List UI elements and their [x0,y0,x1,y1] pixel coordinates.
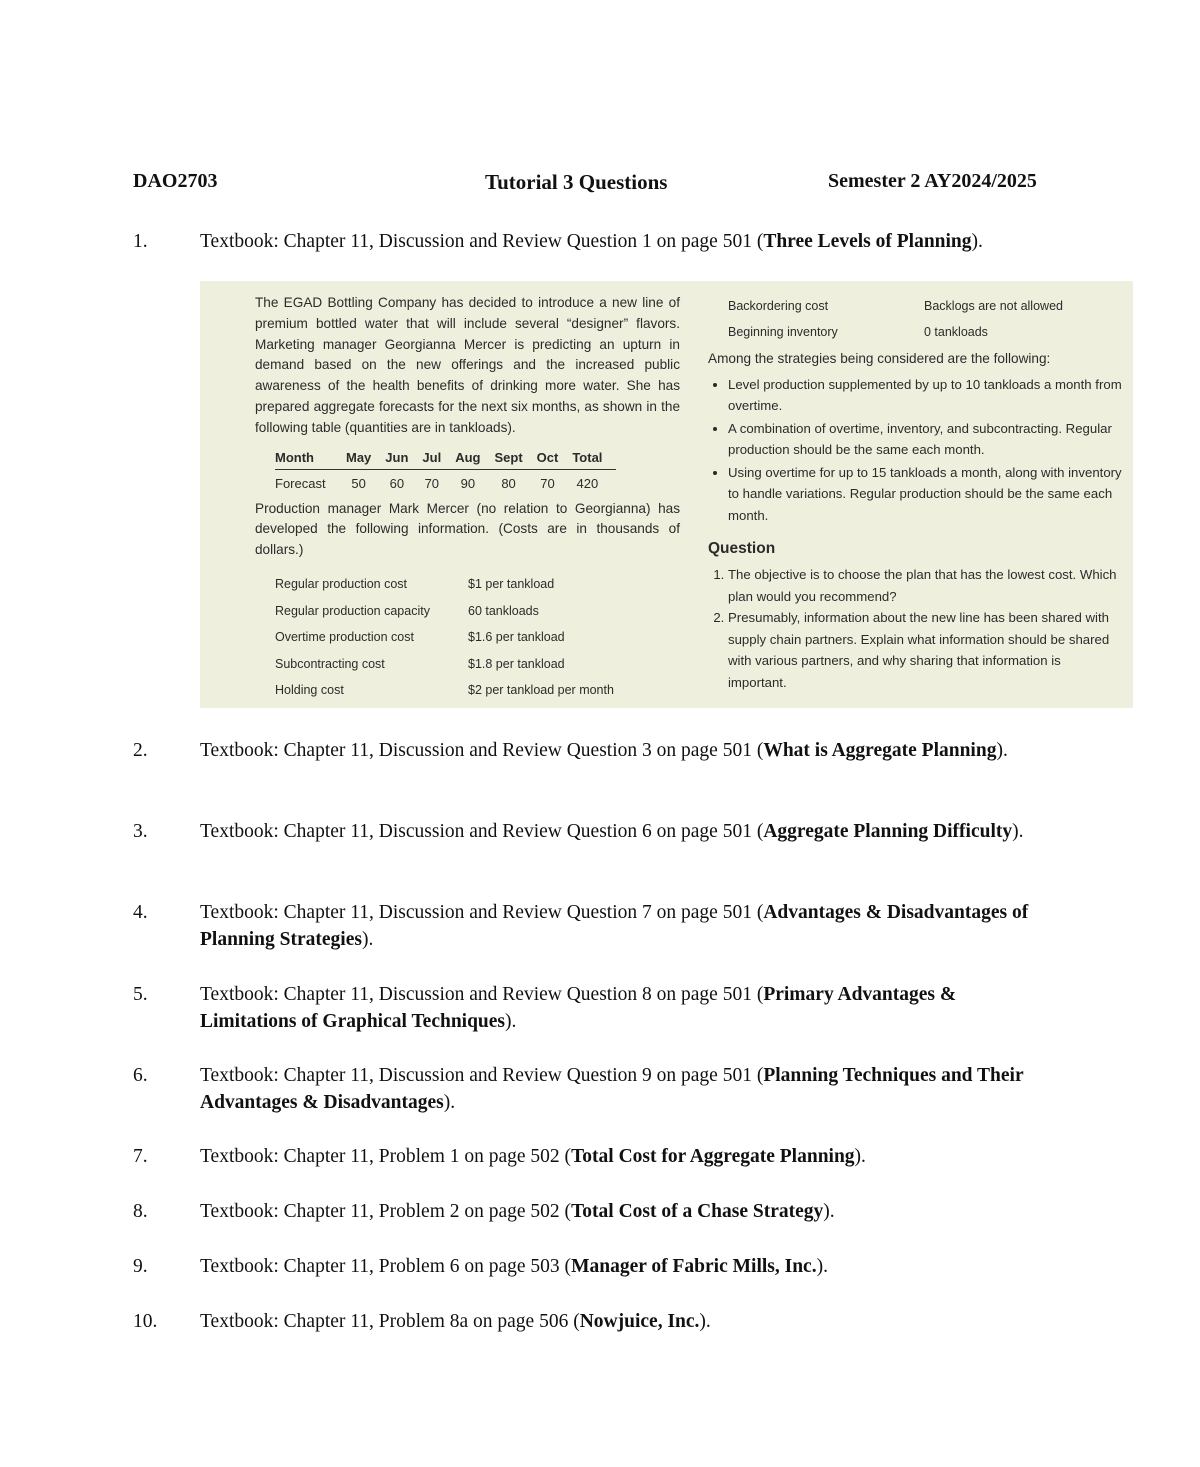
question-text-end: ). [361,929,374,950]
question-text [200,1062,1050,1116]
forecast-header-cell: Month [275,448,346,470]
question-text [200,818,1050,845]
question-topic: Total Cost for Aggregate Planning [571,1146,855,1167]
question-heading: Question [708,540,776,558]
question-topic: What is Aggregate Planning [763,740,997,761]
excerpt-left-column [255,293,680,703]
production-note: Production manager Mark Mercer (no relation to Georgianna) has developed the following information. (Costs are in thousands of dollars.) [255,500,680,558]
strategy-list [708,374,1123,527]
question-number: 3. [133,821,148,842]
forecast-table [275,448,616,493]
question-number: 1. [133,231,148,252]
question-number: 4. [133,902,148,923]
document-header [133,170,1063,200]
forecast-cell: 60 [389,475,405,491]
question-topic: Three Levels of Planning [763,231,972,252]
question-text-end: ). [443,1092,456,1113]
cost-label: Overtime production cost [275,630,414,645]
question-text [200,1308,1050,1335]
question-text [200,1143,1050,1170]
question-topic: Aggregate Planning Difficulty [763,821,1013,842]
strategy-item: • A combination of overtime, inventory, and subcontracting. Regular production should be the same each month. [728,418,1123,461]
question-text-part: Textbook: Chapter 11, Discussion and Review Question 9 on page 501 ( [200,1065,764,1086]
cost-value: $2 per tankload per month [468,683,614,698]
question-number: 7. [133,1146,148,1167]
question-topic: Nowjuice, Inc. [579,1311,700,1332]
sub-question-item: 2. Presumably, information about the new line has been shared with supply chain partners. Explain what information should be shared with various partners, and why sharing that information is important. [728,607,1123,693]
cost-list-right [708,293,1123,345]
question-topic: Primary Advantages & Limitations of Graphical Techniques [200,984,957,1032]
forecast-cell: 70 [424,475,440,491]
question-text-end: ). [699,1311,711,1332]
question-text [200,899,1050,953]
question-text-part: Textbook: Chapter 11, Problem 8a on page 506 ( [200,1311,580,1332]
question-text-part: Textbook: Chapter 11, Discussion and Review Question 3 on page 501 ( [200,740,764,761]
cost-label: Holding cost [275,683,344,698]
forecast-data-row [275,469,616,493]
forecast-header-cell: Total [572,448,616,470]
question-text-end: ). [823,1201,835,1222]
page-title: Tutorial 3 Questions [485,170,668,194]
cost-row [275,650,680,677]
cost-label: Regular production cost [275,577,408,592]
cost-label: Beginning inventory [728,325,838,339]
cost-value: $1 per tankload [468,577,555,592]
question-text-end: ). [505,1011,517,1032]
question-number: 10. [133,1311,158,1332]
sub-question-list [708,564,1123,693]
forecast-header-cell: Oct [537,448,573,470]
question-number: 8. [133,1201,148,1222]
cost-row [728,293,1123,319]
cost-row [275,624,680,651]
cost-row [728,319,1123,345]
question-text-part: Textbook: Chapter 11, Discussion and Review Question 1 on page 501 ( [200,231,764,252]
forecast-header-cell: Jul [422,448,455,470]
cost-value: Backlogs are not allowed [924,299,1063,313]
cost-list [275,571,680,704]
question-text-part: Textbook: Chapter 11, Problem 2 on page 502 ( [200,1201,572,1222]
question-text-part: Textbook: Chapter 11, Discussion and Review Question 6 on page 501 ( [200,821,764,842]
question-topic: Manager of Fabric Mills, Inc. [571,1256,817,1277]
cost-row [275,597,680,624]
question-text-end: ). [971,231,983,252]
textbook-excerpt [200,281,1133,708]
question-number: 5. [133,984,148,1005]
cost-row [275,677,680,704]
strategy-item: • Using overtime for up to 15 tankloads a month, along with inventory to handle variations. Regular production should be the same each month. [728,462,1123,527]
question-text-part: Textbook: Chapter 11, Problem 6 on page 503 ( [200,1256,572,1277]
excerpt-intro: The EGAD Bottling Company has decided to introduce a new line of premium bottled water that will include several “designer” flavors. Marketing manager Georgianna Mercer is predicting an upturn in demand based on the new offerings and the increased public awareness of the health benefits of drinking more water. She has prepared aggregate forecasts for the next six months, as shown in the following table (quantities are in tankloads). [255,295,680,435]
question-text-part: Textbook: Chapter 11, Discussion and Review Question 7 on page 501 ( [200,902,764,923]
semester-label: Semester 2 AY2024/2025 [828,170,1037,192]
cost-value: 0 tankloads [924,325,988,339]
question-text [200,981,1050,1035]
cost-label: Subcontracting cost [275,656,385,671]
question-topic: Planning Techniques and Their Advantages & Disadvantages [200,1065,1024,1113]
forecast-cell: 50 [351,475,366,491]
cost-row [275,571,680,598]
course-code: DAO2703 [133,170,218,192]
cost-label: Regular production capacity [275,603,430,618]
cost-label: Backordering cost [728,299,829,313]
question-topic: Advantages & Disadvantages of Planning Strategies [200,902,1029,950]
question-text-end: ). [996,740,1008,761]
question-text [200,228,1050,255]
question-text [200,1198,1050,1225]
cost-value: 60 tankloads [468,603,539,618]
question-number: 2. [133,740,148,761]
forecast-cell: 420 [576,475,599,491]
cost-value: $1.8 per tankload [468,656,565,671]
question-text-part: Textbook: Chapter 11, Problem 1 on page 502 ( [200,1146,572,1167]
strategy-item: • Level production supplemented by up to 10 tankloads a month from overtime. [728,374,1123,417]
question-text-end: ). [1012,821,1024,842]
forecast-cell: Forecast [275,475,326,491]
forecast-cell: 70 [540,475,555,491]
forecast-cell: 90 [460,475,476,491]
excerpt-right-column [708,293,1123,693]
forecast-header-row [275,448,616,470]
question-text-part: Textbook: Chapter 11, Discussion and Review Question 8 on page 501 ( [200,984,764,1005]
forecast-header-cell: May [346,448,385,470]
question-text-end: ). [816,1256,828,1277]
question-number: 9. [133,1256,148,1277]
question-topic: Total Cost of a Chase Strategy [571,1201,824,1222]
forecast-header-cell: Sept [494,448,536,470]
forecast-cell: 80 [501,475,516,491]
forecast-header-cell: Aug [455,448,494,470]
strategies-intro: Among the strategies being considered are the following: [708,351,1051,366]
forecast-header-cell: Jun [385,448,422,470]
question-text [200,1253,1050,1280]
question-number: 6. [133,1065,148,1086]
question-text [200,737,1050,764]
sub-question-item: 1. The objective is to choose the plan that has the lowest cost. Which plan would you recommend? [728,564,1123,607]
question-text-end: ). [854,1146,866,1167]
cost-value: $1.6 per tankload [468,630,565,645]
